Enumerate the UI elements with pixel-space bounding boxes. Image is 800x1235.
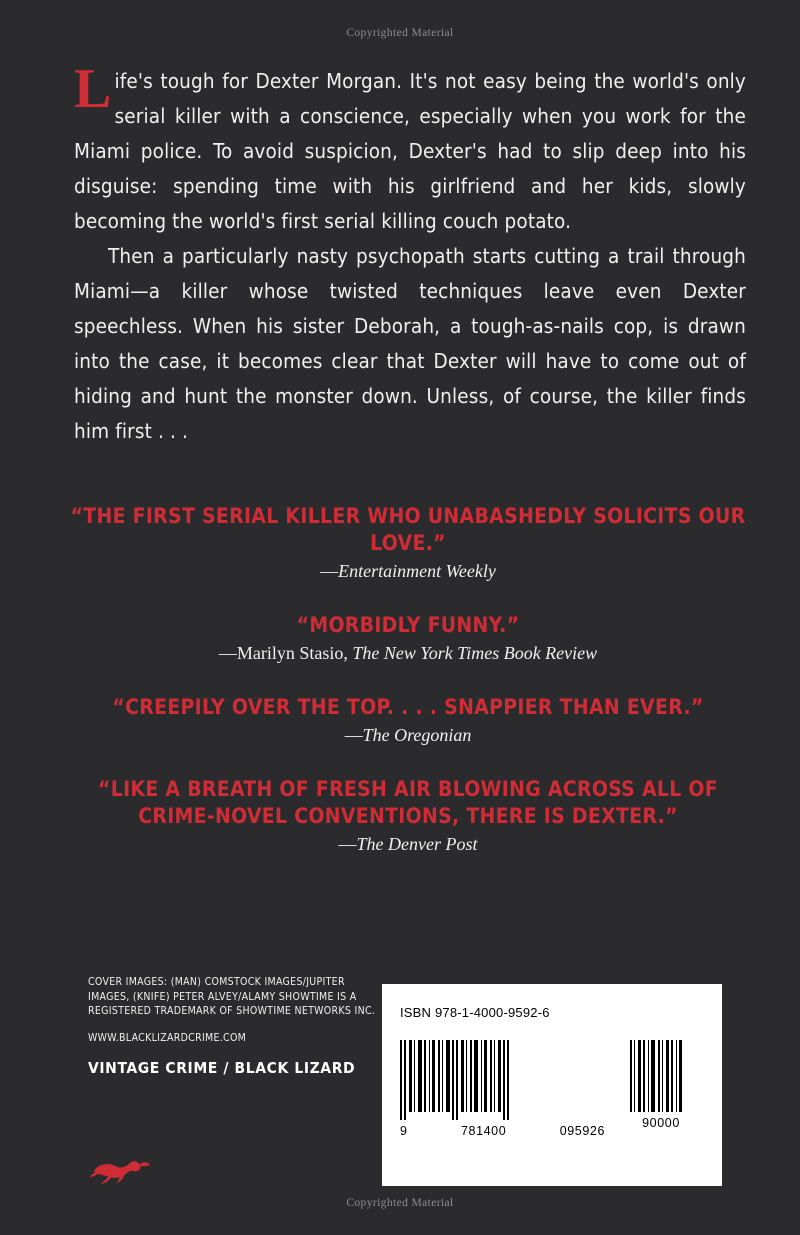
- praise-quote-1: [58, 503, 758, 583]
- praise-quote-4-text: “LIKE A BREATH OF FRESH AIR BLOWING ACROSS ALL OF CRIME-NOVEL CONVENTIONS, THERE IS DEXTER.”: [98, 777, 718, 828]
- copyright-watermark-top: Copyrighted Material: [346, 27, 454, 39]
- praise-quote-3-text: “CREEPILY OVER THE TOP. . . . SNAPPIER THAN EVER.”: [112, 695, 704, 719]
- praise-quote-2-text: “MORBIDLY FUNNY.”: [296, 613, 520, 637]
- praise-quote-4-attribution: [58, 832, 758, 856]
- praise-quote-4: [58, 776, 758, 856]
- barcode-digits: [400, 1124, 605, 1138]
- attr-italic: The Denver Post: [356, 834, 478, 854]
- attr-italic: The Oregonian: [362, 725, 472, 745]
- copyright-watermark-bottom: Copyrighted Material: [346, 1197, 454, 1209]
- barcode-bars-main: [400, 1040, 600, 1120]
- praise-quote-1-attribution: [58, 559, 758, 583]
- barcode-bars-price: [630, 1040, 692, 1112]
- barcode-digit-group-left: 9: [400, 1124, 408, 1138]
- attr-prefix: —: [338, 834, 357, 854]
- book-description: [74, 58, 746, 449]
- isbn-label: ISBN 978-1-4000-9592-6: [400, 1005, 550, 1020]
- blurb-paragraph-1: [74, 58, 746, 239]
- cover-image-credits: COVER IMAGES: (MAN) COMSTOCK IMAGES/JUPITER IMAGES, (KNIFE) PETER ALVEY/ALAMY SHOWTIME IS A REGISTERED TRADEMARK OF SHOWTIME NETWORKS INC.: [88, 976, 376, 1017]
- praise-quotes: [58, 503, 758, 885]
- praise-quote-3: [58, 694, 758, 747]
- attr-prefix: —: [344, 725, 363, 745]
- imprint-name: VINTAGE CRIME / BLACK LIZARD: [88, 1059, 356, 1077]
- praise-quote-2-attribution: [58, 641, 758, 665]
- attr-italic: The New York Times Book Review: [352, 643, 598, 663]
- praise-quote-3-attribution: [58, 723, 758, 747]
- publisher-website[interactable]: WWW.BLACKLIZARDCRIME.COM: [88, 1031, 247, 1044]
- attr-prefix: —: [320, 561, 339, 581]
- credits-block: [88, 975, 378, 1088]
- praise-quote-1-text: “THE FIRST SERIAL KILLER WHO UNABASHEDLY SOLICITS OUR LOVE.”: [70, 504, 746, 555]
- black-lizard-logo: [88, 1152, 152, 1188]
- blurb-paragraph-1-text: ife's tough for Dexter Morgan. It's not easy being the world's only serial killer with a conscience, especially when you work for the Miami police. To avoid suspicion, Dexter's had to slip deep into his disguise: spending time with his girlfriend and her kids, slowly becoming the world's first serial killing couch potato.: [74, 69, 746, 233]
- drop-cap-letter: L: [74, 58, 112, 120]
- blurb-paragraph-2: Then a particularly nasty psychopath starts cutting a trail through Miami—a killer whose twisted techniques leave even Dexter speechless. When his sister Deborah, a tough-as-nails cop, is drawn into the case, it becomes clear that Dexter will have to come out of hiding and hunt the monster down. Unless, of course, the killer finds him first . . .: [74, 244, 746, 443]
- attr-prefix: —: [218, 643, 237, 663]
- attr-italic: Entertainment Weekly: [338, 561, 496, 581]
- attr-plain: Marilyn Stasio,: [236, 643, 353, 663]
- barcode-price-code: 90000: [642, 1116, 680, 1130]
- praise-quote-2: [58, 612, 758, 665]
- barcode-digit-group-middle: 781400: [460, 1124, 507, 1138]
- barcode-digit-group-right: 095926: [559, 1124, 605, 1138]
- barcode-panel: [382, 984, 722, 1186]
